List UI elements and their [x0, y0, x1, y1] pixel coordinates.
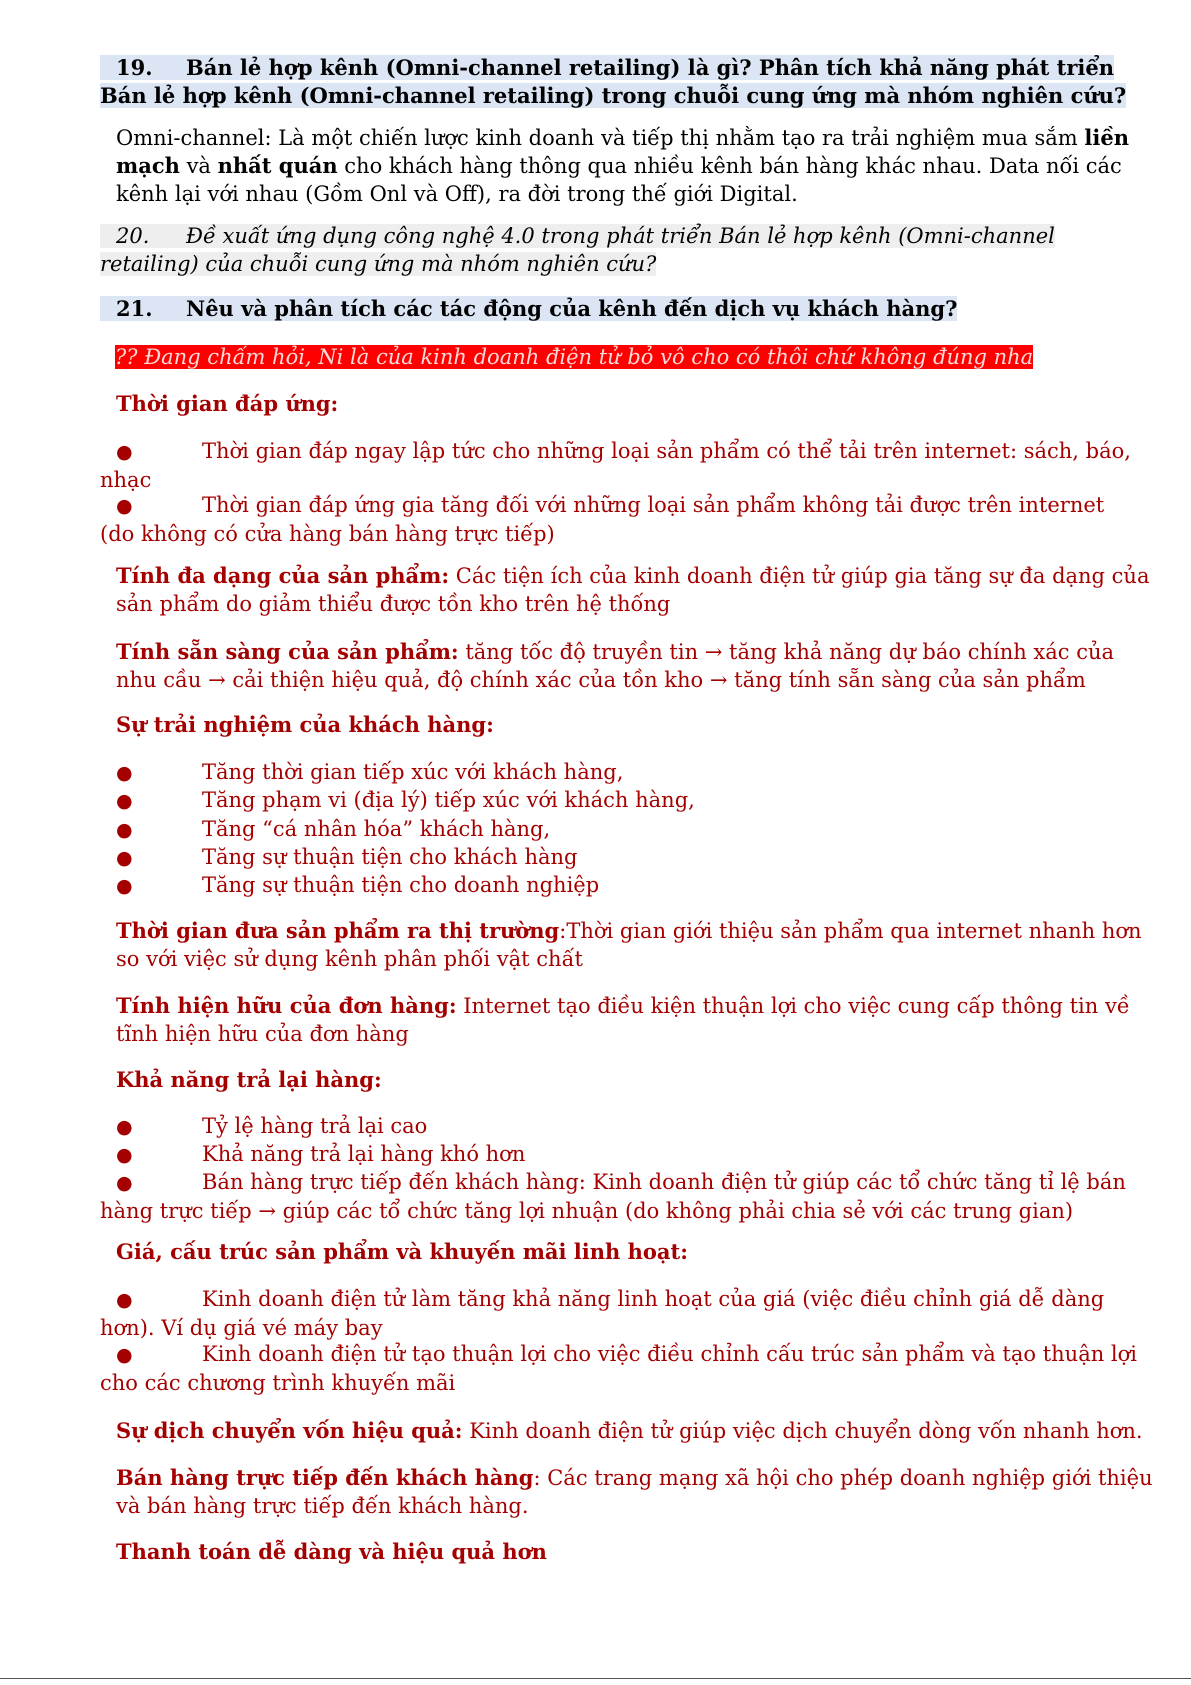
note-text: ?? Đang chấm hỏi, Ni là của kinh doanh điện tử bỏ vô cho có thôi chứ không đúng nha — [115, 345, 1034, 369]
bullet-icon: ● — [116, 875, 133, 897]
section-heading: Thanh toán dễ dàng và hiệu quả hơn — [116, 1539, 547, 1564]
list-item: ● Tăng sự thuận tiện cho doanh nghiệp — [100, 871, 1140, 900]
section-paragraph: Thời gian đưa sản phẩm ra thị trường:Thời gian giới thiệu sản phẩm qua internet nhanh hơn so với việc sử dụng kênh phân phối vật chất — [116, 918, 1142, 971]
list-item: ● Thời gian đáp ứng gia tăng đối với những loại sản phẩm không tải được trên internet (do không có cửa hàng bán hàng trực tiếp) — [100, 493, 1105, 546]
bullet-icon: ● — [116, 495, 133, 517]
section-heading: Khả năng trả lại hàng: — [116, 1067, 382, 1092]
question-number: 21. — [116, 296, 153, 321]
list-item: ● Tỷ lệ hàng trả lại cao — [100, 1112, 1140, 1141]
section-paragraph: Tính sẵn sàng của sản phẩm: tăng tốc độ truyền tin → tăng khả năng dự báo chính xác của nhu cầu → cải thiện hiệu quả, độ chính xác của tồn kho → tăng tính sẵn sàng của sản phẩm — [116, 639, 1115, 692]
bullet-icon: ● — [116, 441, 133, 463]
bullet-icon: ● — [116, 1144, 133, 1166]
section-paragraph: Sự dịch chuyển vốn hiệu quả: Kinh doanh điện tử giúp việc dịch chuyển dòng vốn nhanh hơn. — [116, 1418, 1143, 1443]
list-item: ● Tăng phạm vi (địa lý) tiếp xúc với khách hàng, — [100, 786, 1140, 815]
section-paragraph: Tính đa dạng của sản phẩm: Các tiện ích của kinh doanh điện tử giúp gia tăng sự đa dạng của sản phẩm do giảm thiểu được tồn kho trên hệ thống — [116, 563, 1150, 616]
question-title: Nêu và phân tích các tác động của kênh đến dịch vụ khách hàng? — [186, 296, 958, 321]
list-item: ● Bán hàng trực tiếp đến khách hàng: Kinh doanh điện tử giúp các tổ chức tăng tỉ lệ bán hàng trực tiếp → giúp các tổ chức tăng lợi nhuận (do không phải chia sẻ với các trung gian) — [100, 1170, 1126, 1223]
section-heading: Sự trải nghiệm của khách hàng: — [116, 712, 494, 737]
note-highlight — [100, 343, 1140, 371]
section-heading: Giá, cấu trúc sản phẩm và khuyến mãi linh hoạt: — [116, 1239, 688, 1264]
question-19-heading — [100, 54, 1140, 110]
bullet-icon: ● — [116, 790, 133, 812]
question-20-heading — [100, 222, 1140, 278]
list-item: ● Tăng thời gian tiếp xúc với khách hàng, — [100, 758, 1140, 787]
bullet-icon: ● — [116, 1116, 133, 1138]
question-title: Bán lẻ hợp kênh (Omni-channel retailing) là gì? Phân tích khả năng phát triển Bán lẻ hợp kênh (Omni-channel retailing) trong chuỗi cung ứng mà nhóm nghiên cứu? — [100, 55, 1127, 108]
list-item: ● Tăng “cá nhân hóa” khách hàng, — [100, 815, 1140, 844]
list-item: ● Kinh doanh điện tử làm tăng khả năng linh hoạt của giá (việc điều chỉnh giá dễ dàng hơn). Ví dụ giá vé máy bay — [100, 1287, 1105, 1340]
bullet-icon: ● — [116, 1172, 133, 1194]
bullet-icon: ● — [116, 819, 133, 841]
bullet-icon: ● — [116, 762, 133, 784]
bullet-icon: ● — [116, 1289, 133, 1311]
question-number: 20. — [116, 224, 150, 248]
section-paragraph: Bán hàng trực tiếp đến khách hàng: Các trang mạng xã hội cho phép doanh nghiệp giới thiệu và bán hàng trực tiếp đến khách hàng. — [116, 1465, 1153, 1518]
question-title: Đề xuất ứng dụng công nghệ 4.0 trong phát triển Bán lẻ hợp kênh (Omni-channel retailing) của chuỗi cung ứng mà nhóm nghiên cứu? — [100, 224, 1055, 276]
question-21-heading — [100, 295, 1140, 323]
list-item: ● Thời gian đáp ngay lập tức cho những loại sản phẩm có thể tải trên internet: sách, báo, nhạc — [100, 439, 1131, 492]
bullet-icon: ● — [116, 1344, 133, 1366]
question-number: 19. — [116, 55, 153, 80]
page-bottom-divider — [0, 1678, 1191, 1679]
section-heading: Thời gian đáp ứng: — [116, 391, 339, 416]
list-item: ● Kinh doanh điện tử tạo thuận lợi cho việc điều chỉnh cấu trúc sản phẩm và tạo thuận lợi cho các chương trình khuyến mãi — [100, 1342, 1137, 1395]
bullet-icon: ● — [116, 847, 133, 869]
list-item: ● Khả năng trả lại hàng khó hơn — [100, 1140, 1140, 1169]
section-paragraph: Tính hiện hữu của đơn hàng: Internet tạo điều kiện thuận lợi cho việc cung cấp thông tin về tĩnh hiện hữu của đơn hàng — [116, 993, 1130, 1046]
list-item: ● Tăng sự thuận tiện cho khách hàng — [100, 843, 1140, 872]
question-19-answer: Omni-channel: Là một chiến lược kinh doanh và tiếp thị nhằm tạo ra trải nghiệm mua sắm liền mạch và nhất quán cho khách hàng thông qua nhiều kênh bán hàng khác nhau. Data nối các kênh lại với nhau (Gồm Onl và Off), ra đời trong thế giới Digital. — [116, 125, 1129, 206]
